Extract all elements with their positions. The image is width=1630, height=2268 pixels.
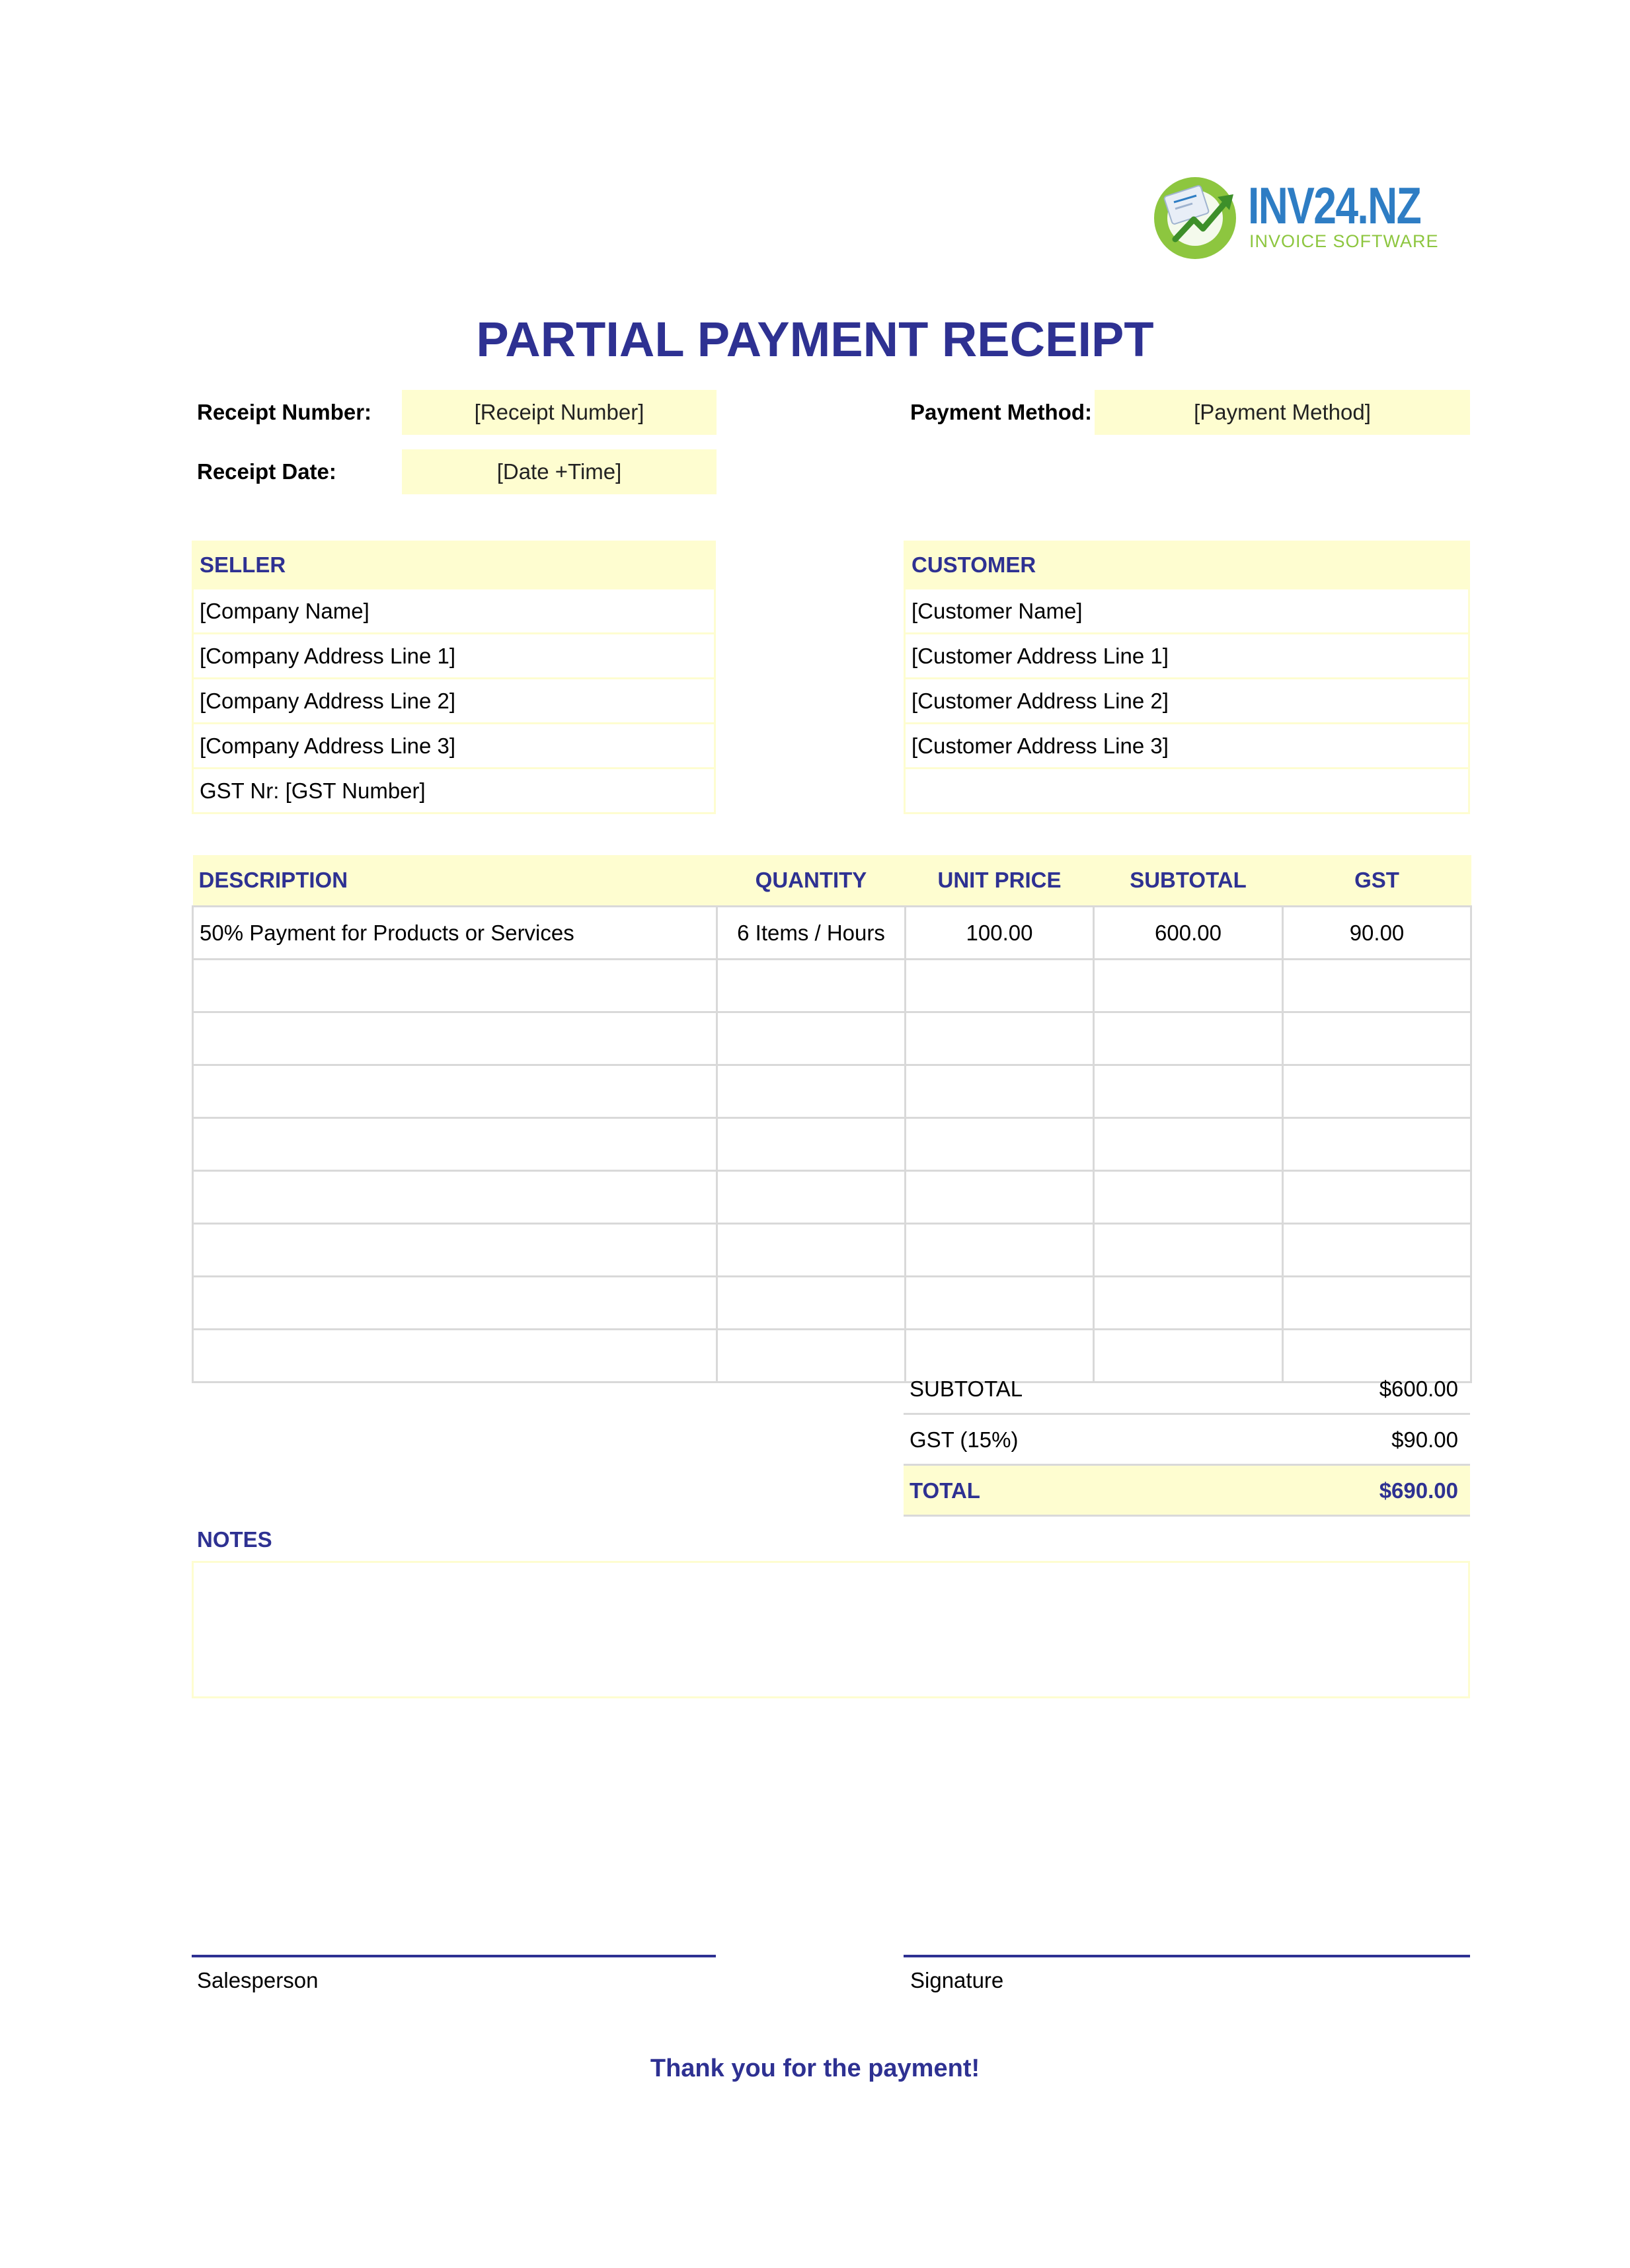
items-table (192, 855, 1472, 1383)
column-header-quantity: QUANTITY (717, 855, 906, 907)
payment-method-field[interactable]: [Payment Method] (1095, 390, 1470, 435)
customer-heading: CUSTOMER (906, 543, 1468, 587)
gst-value: $90.00 (1391, 1427, 1458, 1452)
cell-unit-price[interactable] (906, 1277, 1094, 1330)
cell-description[interactable] (193, 1118, 717, 1171)
cell-gst[interactable] (1283, 1012, 1471, 1065)
cell-gst[interactable] (1283, 1277, 1471, 1330)
table-row (193, 907, 1471, 960)
cell-subtotal[interactable] (1094, 1065, 1283, 1118)
cell-subtotal[interactable] (1094, 1012, 1283, 1065)
table-row (193, 960, 1471, 1012)
cell-description[interactable] (193, 1171, 717, 1224)
gst-label: GST (15%) (910, 1427, 1019, 1452)
cell-gst[interactable] (1283, 1171, 1471, 1224)
thank-you-message: Thank you for the payment! (650, 2055, 980, 2082)
cell-subtotal[interactable] (1094, 1118, 1283, 1171)
seller-line[interactable]: [Company Name] (194, 587, 714, 632)
cell-quantity[interactable] (717, 1065, 906, 1118)
cell-quantity[interactable] (717, 1330, 906, 1382)
signature-line (904, 1955, 1470, 1957)
receipt-date-field[interactable]: [Date +Time] (402, 449, 717, 494)
cell-description[interactable]: 50% Payment for Products or Services (193, 907, 717, 960)
cell-quantity[interactable] (717, 1118, 906, 1171)
column-header-description: DESCRIPTION (193, 855, 717, 907)
customer-line[interactable]: [Customer Name] (906, 587, 1468, 632)
cell-description[interactable] (193, 1330, 717, 1382)
total-row (904, 1466, 1470, 1517)
receipt-number-label: Receipt Number: (197, 400, 372, 424)
cell-gst[interactable] (1283, 960, 1471, 1012)
column-header-gst: GST (1283, 855, 1471, 907)
cell-quantity[interactable] (717, 1171, 906, 1224)
customer-line[interactable]: [Customer Address Line 2] (906, 677, 1468, 722)
cell-unit-price[interactable] (906, 1224, 1094, 1277)
column-header-unit-price: UNIT PRICE (906, 855, 1094, 907)
cell-quantity[interactable]: 6 Items / Hours (717, 907, 906, 960)
signature-label: Signature (910, 1968, 1004, 1992)
logo-tagline: INVOICE SOFTWARE (1249, 231, 1439, 251)
table-row (193, 1224, 1471, 1277)
receipt-date-label: Receipt Date: (197, 459, 336, 484)
seller-box (192, 541, 716, 814)
subtotal-row (904, 1364, 1470, 1415)
cell-quantity[interactable] (717, 1012, 906, 1065)
salesperson-signature-line (192, 1955, 716, 1957)
table-row (193, 1065, 1471, 1118)
subtotal-label: SUBTOTAL (910, 1377, 1023, 1401)
cell-subtotal[interactable] (1094, 1171, 1283, 1224)
column-header-subtotal: SUBTOTAL (1094, 855, 1283, 907)
cell-description[interactable] (193, 1277, 717, 1330)
logo-mark-icon (1149, 170, 1241, 263)
total-label: TOTAL (910, 1478, 980, 1503)
customer-line[interactable]: [Customer Address Line 3] (906, 722, 1468, 767)
seller-line[interactable]: [Company Address Line 3] (194, 722, 714, 767)
cell-unit-price[interactable] (906, 1118, 1094, 1171)
payment-method-label: Payment Method: (910, 400, 1093, 424)
cell-description[interactable] (193, 960, 717, 1012)
customer-line[interactable]: [Customer Address Line 1] (906, 632, 1468, 677)
cell-subtotal[interactable] (1094, 1277, 1283, 1330)
notes-label: NOTES (197, 1527, 272, 1552)
cell-description[interactable] (193, 1012, 717, 1065)
items-header-row (193, 855, 1471, 907)
subtotal-value: $600.00 (1379, 1377, 1458, 1401)
cell-gst[interactable] (1283, 1065, 1471, 1118)
page-title: PARTIAL PAYMENT RECEIPT (476, 312, 1154, 367)
cell-subtotal[interactable] (1094, 1224, 1283, 1277)
table-row (193, 1012, 1471, 1065)
cell-description[interactable] (193, 1224, 717, 1277)
cell-unit-price[interactable] (906, 1065, 1094, 1118)
cell-subtotal[interactable] (1094, 960, 1283, 1012)
seller-line[interactable]: [Company Address Line 1] (194, 632, 714, 677)
cell-gst[interactable] (1283, 1118, 1471, 1171)
table-row (193, 1118, 1471, 1171)
seller-line[interactable]: GST Nr: [GST Number] (194, 767, 714, 812)
salesperson-label: Salesperson (197, 1968, 319, 1992)
seller-line[interactable]: [Company Address Line 2] (194, 677, 714, 722)
logo-name: INV24.NZ (1248, 176, 1421, 235)
total-value: $690.00 (1379, 1478, 1458, 1503)
cell-quantity[interactable] (717, 1277, 906, 1330)
cell-unit-price[interactable]: 100.00 (906, 907, 1094, 960)
cell-unit-price[interactable] (906, 1171, 1094, 1224)
cell-quantity[interactable] (717, 1224, 906, 1277)
customer-line[interactable] (906, 767, 1468, 812)
table-row (193, 1171, 1471, 1224)
customer-box (904, 541, 1470, 814)
gst-row (904, 1415, 1470, 1466)
cell-unit-price[interactable] (906, 1012, 1094, 1065)
table-row (193, 1277, 1471, 1330)
notes-field[interactable] (192, 1561, 1470, 1698)
receipt-number-field[interactable]: [Receipt Number] (402, 390, 717, 435)
cell-unit-price[interactable] (906, 960, 1094, 1012)
cell-description[interactable] (193, 1065, 717, 1118)
seller-heading: SELLER (194, 543, 714, 587)
cell-quantity[interactable] (717, 960, 906, 1012)
cell-gst[interactable]: 90.00 (1283, 907, 1471, 960)
cell-subtotal[interactable]: 600.00 (1094, 907, 1283, 960)
cell-gst[interactable] (1283, 1224, 1471, 1277)
